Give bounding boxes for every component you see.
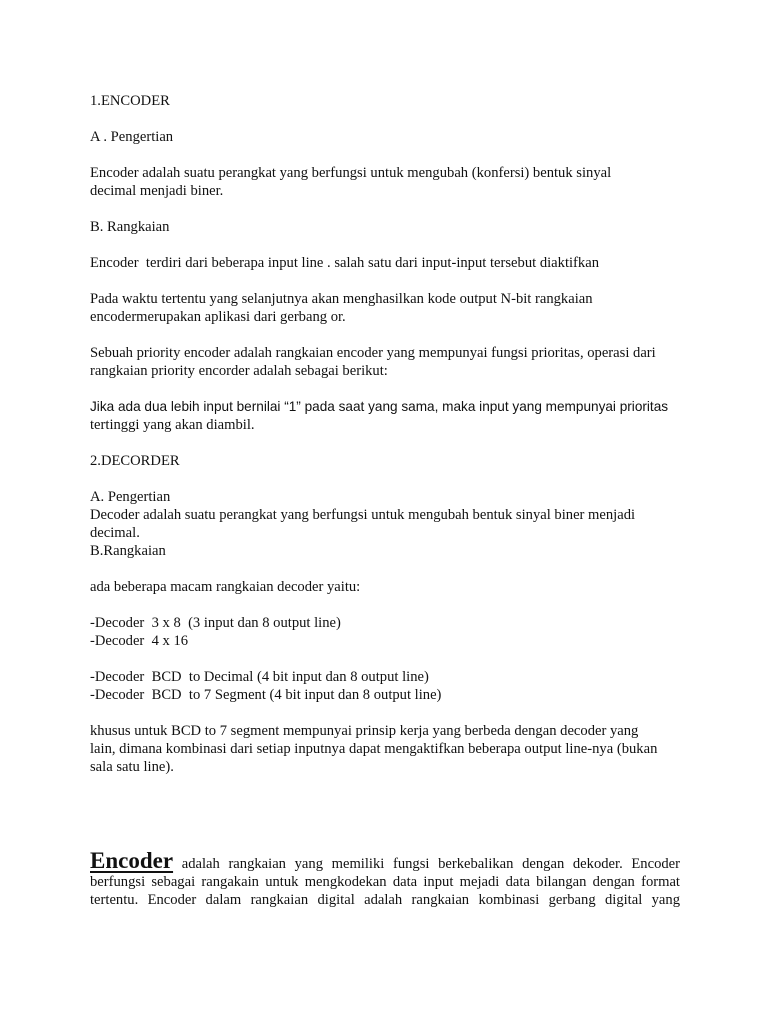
bcd-7segment-line-2: lain, dimana kombinasi dari setiap inputnya dapat mengaktifkan beberapa output line-nya (bukan <box>90 741 658 757</box>
encoder-heading: 1.ENCODER <box>90 93 170 109</box>
decoder-type-item: -Decoder BCD to 7 Segment (4 bit input dan 8 output line) <box>90 687 442 703</box>
decoder-subheading-rangkaian: B.Rangkaian <box>90 543 166 559</box>
encoder-paragraph-line-3: tertentu. Encoder dalam rangkaian digital adalah rangkaian kombinasi gerbang digital yang <box>90 892 680 908</box>
decoder-types-intro: ada beberapa macam rangkaian decoder yaitu: <box>90 579 361 595</box>
encoder-rangkaian-text: Encoder terdiri dari beberapa input line . salah satu dari input-input tersebut diaktifkan <box>90 255 599 271</box>
encoder-subheading-rangkaian: B. Rangkaian <box>90 219 170 235</box>
priority-rule-line-2: tertinggi yang akan diambil. <box>90 417 255 433</box>
decoder-type-item: -Decoder 3 x 8 (3 input dan 8 output line) <box>90 615 341 631</box>
bcd-7segment-line-1: khusus untuk BCD to 7 segment mempunyai prinsip kerja yang berbeda dengan decoder yang <box>90 723 639 739</box>
priority-rule-line-1: Jika ada dua lebih input bernilai “1” pada saat yang sama, maka input yang mempunyai prioritas <box>90 399 669 414</box>
decoder-type-item: -Decoder BCD to Decimal (4 bit input dan 8 output line) <box>90 669 429 685</box>
decoder-heading: 2.DECORDER <box>90 453 180 469</box>
decoder-definition-line-1: Decoder adalah suatu perangkat yang berfungsi untuk mengubah bentuk sinyal biner menjadi <box>90 507 636 523</box>
priority-encoder-line-2: rangkaian priority encorder adalah sebagai berikut: <box>90 363 388 379</box>
encoder-paragraph <box>90 848 680 909</box>
encoder-term: Encoder <box>90 848 174 873</box>
encoder-waktu-line-2: encodermerupakan aplikasi dari gerbang or. <box>90 309 346 325</box>
encoder-paragraph-text: adalah rangkaian yang memiliki fungsi berkebalikan dengan dekoder. Encoder <box>181 856 680 872</box>
encoder-subheading-pengertian: A . Pengertian <box>90 129 174 145</box>
encoder-definition-line-1: Encoder adalah suatu perangkat yang berfungsi untuk mengubah (konfersi) bentuk sinyal <box>90 165 612 181</box>
decoder-subheading-pengertian: A. Pengertian <box>90 489 171 505</box>
encoder-definition-line-2: decimal menjadi biner. <box>90 183 224 199</box>
decoder-definition-line-2: decimal. <box>90 525 140 541</box>
encoder-paragraph-line-1 <box>90 848 680 873</box>
priority-encoder-line-1: Sebuah priority encoder adalah rangkaian encoder yang mempunyai fungsi prioritas, operasi dari <box>90 345 656 361</box>
encoder-waktu-line-1: Pada waktu tertentu yang selanjutnya akan menghasilkan kode output N-bit rangkaian <box>90 291 593 307</box>
decoder-type-item: -Decoder 4 x 16 <box>90 633 189 649</box>
encoder-paragraph-line-2: berfungsi sebagai rangakain untuk mengkodekan data input mejadi data bilangan dengan format <box>90 874 680 890</box>
bcd-7segment-line-3: sala satu line). <box>90 759 174 775</box>
